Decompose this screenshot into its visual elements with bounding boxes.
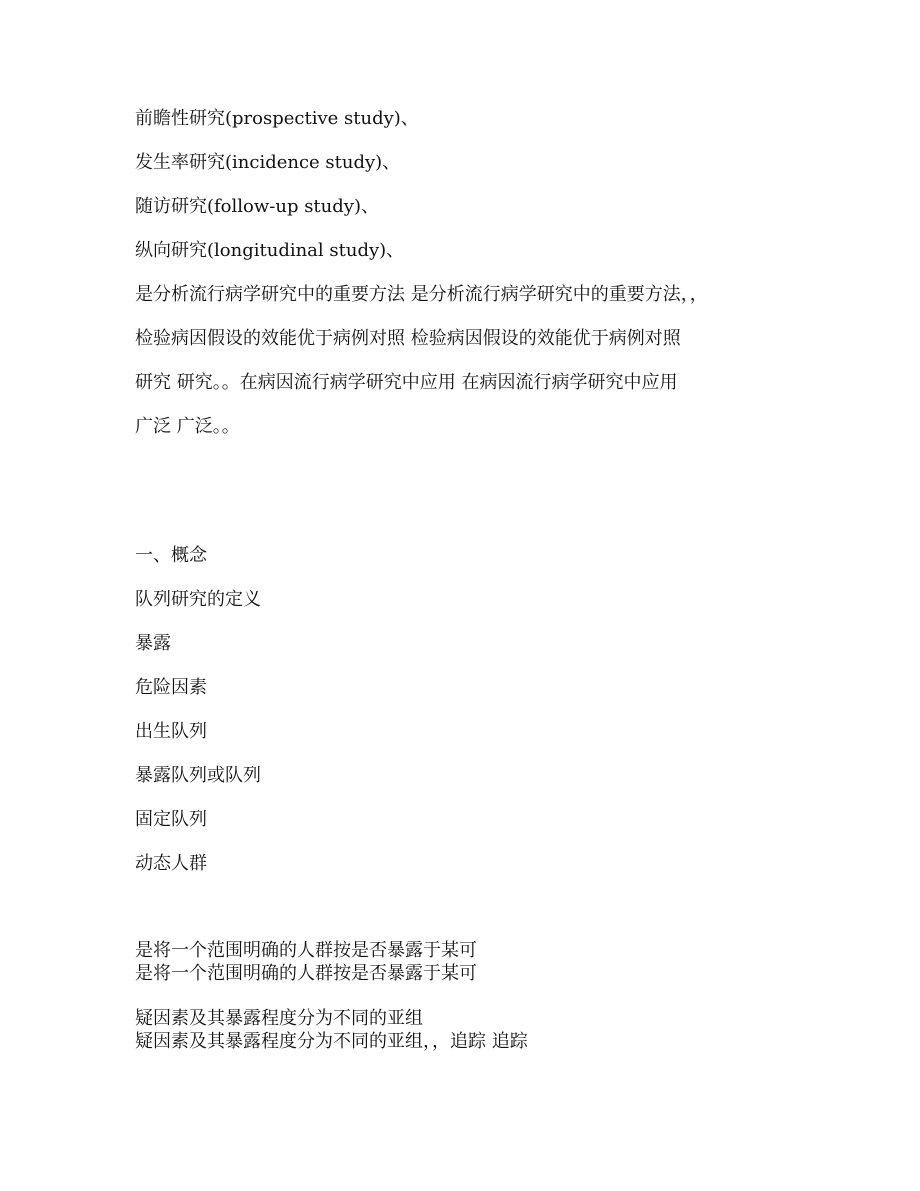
- concept-item-definition: 队列研究的定义: [135, 589, 261, 610]
- concept-item-exposure: 暴露: [135, 633, 171, 654]
- concept-item-birth-cohort: 出生队列: [135, 721, 207, 742]
- section-heading: 一、概念: [135, 545, 207, 566]
- concept-item-exposure-cohort: 暴露队列或队列: [135, 765, 261, 786]
- intro-line-efficacy: 检验病因假设的效能优于病例对照 检验病因假设的效能优于病例对照: [135, 328, 681, 349]
- intro-line-longitudinal: 纵向研究(longitudinal study)、: [135, 240, 405, 261]
- intro-line-method: 是分析流行病学研究中的重要方法 是分析流行病学研究中的重要方法，，: [135, 284, 708, 305]
- intro-line-wide: 广泛 广泛。。: [135, 416, 240, 437]
- definition-line: 是将一个范围明确的人群按是否暴露于某可: [135, 963, 477, 984]
- definition-line: 疑因素及其暴露程度分为不同的亚组，，追踪 追踪: [135, 1031, 528, 1052]
- definition-line: 是将一个范围明确的人群按是否暴露于某可: [135, 940, 477, 961]
- definition-line: 疑因素及其暴露程度分为不同的亚组: [135, 1008, 423, 1029]
- intro-line-application: 研究 研究。。在病因流行病学研究中应用 在病因流行病学研究中应用: [135, 372, 678, 393]
- concept-item-fixed-cohort: 固定队列: [135, 809, 207, 830]
- intro-line-follow-up: 随访研究(follow-up study)、: [135, 196, 379, 217]
- intro-line-incidence: 发生率研究(incidence study)、: [135, 152, 401, 173]
- intro-line-prospective: 前瞻性研究(prospective study)、: [135, 108, 419, 129]
- concept-item-dynamic-population: 动态人群: [135, 853, 207, 874]
- concept-item-risk-factor: 危险因素: [135, 677, 207, 698]
